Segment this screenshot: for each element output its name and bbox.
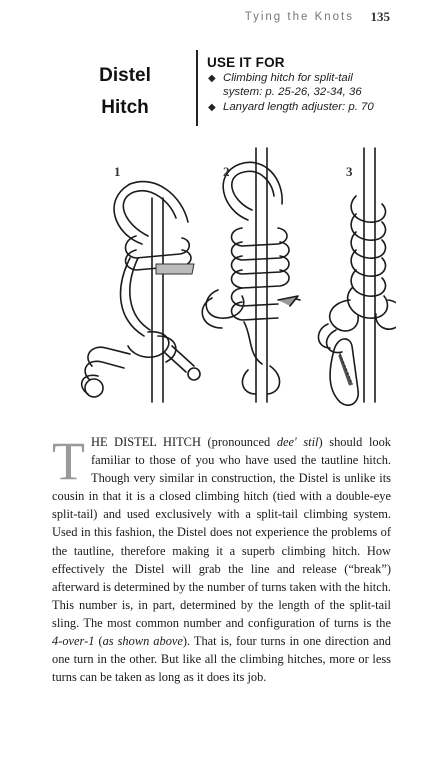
turn-configuration: 4-over-1 xyxy=(52,634,95,649)
as-shown-note: as shown above xyxy=(102,634,183,649)
knot-illustration xyxy=(52,140,396,408)
use-item-2-line1: Lanyard length adjuster: p. 70 xyxy=(223,101,374,114)
body-text-start: HE DISTEL HITCH (pronounced xyxy=(91,435,277,449)
knot-title xyxy=(70,60,180,124)
body-text-mid1: ) should look familiar to those of you who have used the tautline hitch. Though very similar in construction, the Distel is unlike its cousin in that it is a closed climbing hitch (tied with a double-eye split-tail) and used exclusively with a split-tail climbing system. Used in this fashion, the Distel does not experience the problems of the tautline, therefore making it a superb climbing hitch. How effectively the Distel will grab the line and release (“break”) afterward is determined by the number of turns taken with the hitch. This number is, in part, determined by the length of the split-tail sling. The most common number and configuration of turns is the xyxy=(52,435,391,630)
step-label-1: 1 xyxy=(114,164,121,179)
use-it-for-box xyxy=(207,55,417,117)
body-text-end: ). That is, four turns in one direction and one turn in the other. But like all the climbing hitches, more or less turns can be taken as long as it does its job. xyxy=(52,634,391,685)
knot-step-1-drawing xyxy=(82,182,200,402)
use-it-for-heading: USE IT FOR xyxy=(207,55,285,70)
knot-title-line2: Hitch xyxy=(101,97,149,118)
knot-step-3-drawing xyxy=(318,148,396,405)
body-text-mid2: ( xyxy=(94,634,103,649)
knot-drawing-svg xyxy=(52,140,396,408)
knot-step-2-drawing xyxy=(202,148,300,402)
running-head xyxy=(245,11,390,23)
pronunciation: dee' stil xyxy=(276,435,319,449)
diamond-bullet-icon: ◆ xyxy=(208,73,216,84)
step-label-3: 3 xyxy=(346,164,353,179)
page-number: 135 xyxy=(370,9,390,24)
step-label-2: 2 xyxy=(223,164,230,179)
use-item-1-line2: system: p. 25-26, 32-34, 36 xyxy=(223,85,362,98)
use-item-1 xyxy=(207,72,417,99)
body-paragraph xyxy=(52,433,391,686)
use-item-2 xyxy=(207,101,417,115)
running-title: Tying the Knots xyxy=(244,11,354,23)
drop-cap: T xyxy=(52,431,85,491)
knot-title-line1: Distel xyxy=(99,65,151,86)
use-it-for-list xyxy=(207,72,417,115)
title-divider xyxy=(196,50,198,126)
use-item-1-line1: Climbing hitch for split-tail xyxy=(223,72,353,84)
diamond-bullet-icon: ◆ xyxy=(208,102,216,114)
